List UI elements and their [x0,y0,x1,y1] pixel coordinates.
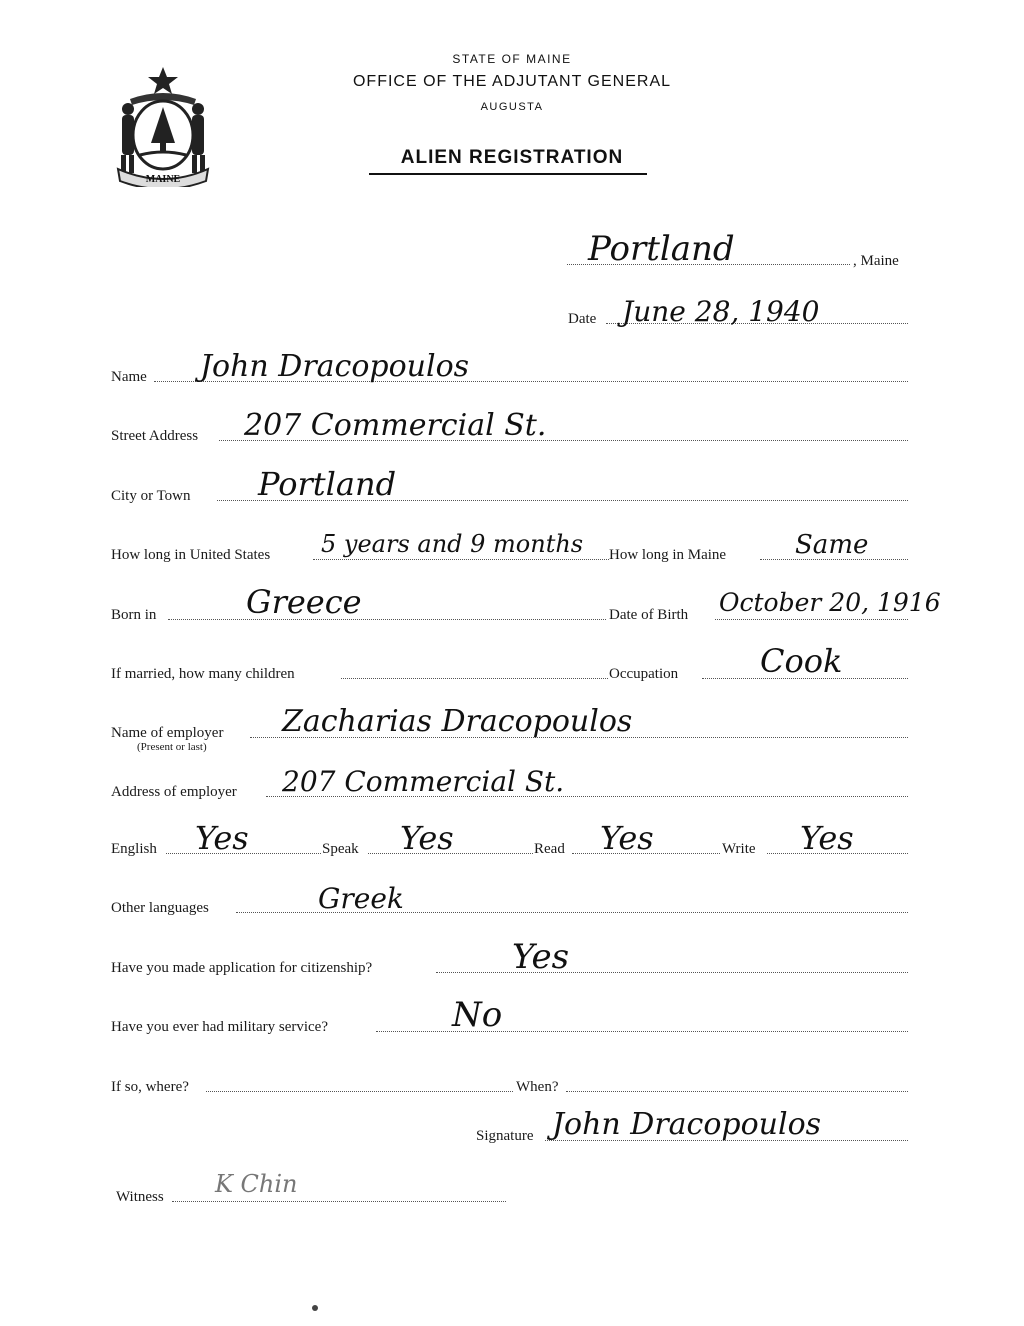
citizenship-field [436,972,908,973]
date-of-birth-value: October 20, 1916 [719,588,941,617]
occupation-label: Occupation [609,666,679,682]
military-label: Have you ever had military service? [111,1019,328,1035]
citizenship-value: Yes [512,937,570,977]
when-field [566,1091,908,1092]
read-value: Yes [600,819,654,857]
date-of-birth-field [715,619,908,620]
born-in-field [168,619,606,620]
signature-value: John Dracopoulos [552,1107,822,1142]
witness-value: K Chin [215,1170,298,1198]
form-title: ALIEN REGISTRATION [400,147,624,168]
employer-name-label: Name of employer [111,725,224,741]
city-value: Portland [258,465,397,503]
other-languages-value: Greek [318,882,404,915]
seal-banner-text: MAINE [145,174,181,185]
write-value: Yes [800,819,854,857]
speak-value: Yes [400,819,454,857]
maine-suffix-label: , Maine [853,253,899,269]
employer-name-value: Zacharias Dracopoulos [282,704,633,739]
witness-label: Witness [116,1189,164,1205]
read-label: Read [534,841,565,857]
how-long-us-field [313,559,609,560]
city-label: City or Town [111,488,191,504]
name-label: Name [111,369,147,385]
title-underline [369,173,647,175]
children-field [341,678,608,679]
state-heading: STATE OF MAINE [452,52,572,66]
how-long-us-label: How long in United States [111,547,271,563]
signature-label: Signature [476,1128,534,1144]
name-value: John Dracopoulos [200,349,470,384]
office-heading: OFFICE OF THE ADJUTANT GENERAL [352,73,672,90]
street-address-value: 207 Commercial St. [244,408,547,443]
date-label: Date [568,311,597,327]
born-in-label: Born in [111,607,157,623]
occupation-value: Cook [760,642,843,680]
place-value: Portland [588,229,735,269]
witness-field [172,1201,506,1202]
born-in-value: Greece [246,583,362,621]
street-address-label: Street Address [111,428,199,444]
where-field [206,1091,513,1092]
english-value: Yes [195,819,249,857]
date-of-birth-label: Date of Birth [609,607,689,623]
how-long-maine-label: How long in Maine [609,547,727,563]
date-value: June 28, 1940 [622,295,820,328]
employer-address-value: 207 Commercial St. [282,765,565,798]
english-label: English [111,841,157,857]
paper-blemish [312,1305,318,1311]
other-languages-label: Other languages [111,900,209,916]
employer-address-label: Address of employer [111,784,237,800]
military-value: No [452,995,503,1035]
how-long-us-value: 5 years and 9 months [321,530,584,558]
where-label: If so, where? [111,1079,189,1095]
write-label: Write [722,841,756,857]
how-long-maine-value: Same [795,530,869,560]
children-label: If married, how many children [111,666,295,682]
city-heading: AUGUSTA [480,101,544,113]
when-label: When? [516,1079,559,1095]
citizenship-label: Have you made application for citizenship? [111,960,373,976]
speak-label: Speak [322,841,359,857]
employer-name-note: (Present or last) [137,741,207,753]
